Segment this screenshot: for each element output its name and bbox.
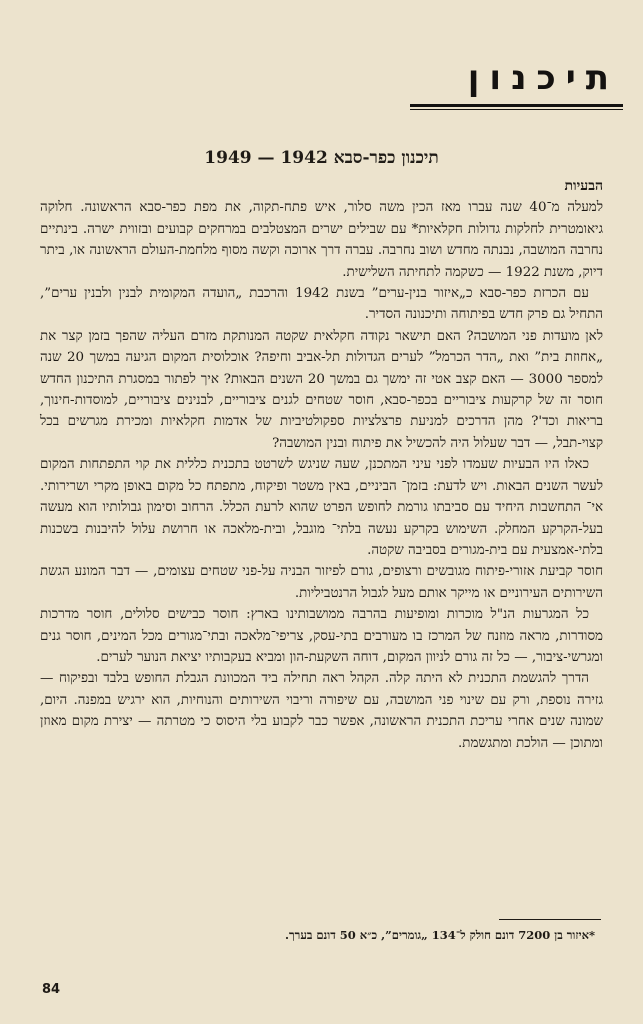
article-body: [40, 176, 603, 754]
paragraph-6: כל המגרעות הנ"ל מוכרות ומופיעות בהרבה ממושבותינו בארץ: חוסר כבישים סלולים, חוסר מדרכות מסודרות, מראה מוזנח של המרכז בו מעורבים בתי-עסק, צריפי־מלאכה ובתי־מגורים מכל המינים, חוסר גנים ומגרשי-ציבור, — כל זה גורם לניוון המקום, דוחה השקעת-הון ומביא בעקבותיו יציאת הנוער לערים.: [40, 607, 603, 665]
header-rule-thin: [410, 109, 623, 110]
paragraph-4: כאלו היו הבעיות שעמדו לפני עיני המתכנן, שעה שניגש לשרטט בתכנית כללית את קוי התפתחות המקום לעשר השנים הבאות. ויש לדעת: בזמן־ הביניים, באין משטר ופיקוח, מתפתח כל מקום באופן מקרי ושרירותי. אי־ התחשבות היחיד עם סביבתו גורמת לחופש הפרט שהוא לרעת הכלל. הרחוב וסימון גבולותיו הוא מעשה בעל-הקרקע המחלק. השימוש בקרקע נעשה בלתי־ מוגבל, ובית-מלאכה או חרושת עלול להיבנות בשכנות בלתי-אמצעית עם בית-מגורים בסביבה שקטה.: [40, 457, 603, 558]
running-header: תיכנון: [467, 58, 619, 98]
paragraph-7: הדרך להגשמת התכנית לא היתה קלה. הקהל ראה תחילה ביד המכוונת הגבלת החופש בלבד ובפיקוח — גזירה נוספת, ורק עם שינוי פני המושבה, עם שיפורה וריבוי השירותים והנוחיות, הוא ירגיש במפנה. היום, שמונה שנים אחרי עריכת התכנית הראשונה, אפשר כבר לקבוע בלי היסוס כי מטרתה — יצירת מקום מאוזן ומתוכן — הולכת ומתגשמת.: [40, 671, 603, 751]
article-title: תיכנון כפר-סבא 1942 — 1949: [204, 148, 439, 168]
footnote: *איזור בן 7200 דונם חולק ל־134 „גומרים”, כ״א 50 דונם בערך.: [285, 928, 595, 942]
section-heading: הבעיות: [564, 178, 603, 194]
paragraph-3: לאן מועדות פני המושבה? האם תישאר נקודה חקלאית שקטה המנותקת מזרם העליה שהפך בזמן קצר את „אחוזת בית” ואת „הדר הכרמל” לערים הגדולות תל-אביב וחיפה? אוכלוסית המקום הגיעה במשך 20 שנה למספר 3000 — האם קצב אטי זה ימשך גם במשך 20 השנים הבאות? איך לפתור במסגרת התיכנון החדש חוסר זה של קרקעות ציבוריים בכפר-סבא, חוסר שטחים לגנים ציבוריים, לבנינים ציבוריים, למוסדות-חינוך, בריאות וכד'? מהן הדרכים למניעת פרצלציות ספקולטיביות של אדמות חקלאיות ומכירת מגרשים בכל קצוי-תבל, — דבר שעלול היה להכשיל את פיתוח ובנין המושבה?: [40, 328, 604, 451]
paragraph-1: למעלה מ־40 שנה עברו מאז הכין משה סלור, איש פתח-תקוה, את מפת כפר-סבא הראשונה. חלוקה גיאומטרית לחלקות גדולות חקלאיות* עם שבילים ישרים המצטלבים במרחקים קבועים ובזווית ישרה. בינתיים נחרבה המושבה, נבנתה מחדש ושוב נחרבה. עברה דרך ארוכה וקשה מסוף מלחמת-העולם הראשונה או, ביתר דיוק, משנת 1922 — כשקמה לתחיתה השלישית.: [40, 200, 603, 280]
paragraph-5: חוסר קביעת אזורי-פיתוח מגובשים ורצופים, גורם לפיזור הבניה על-פני שטחים עצומים, — דבר המונע הגשת השירותים העירוניים או מייקר אותם מעל לגבול הרנטביליות.: [40, 564, 603, 601]
paragraph-2: עם הכרזת כפר-סבא כ„איזור בנין-ערים” בשנת 1942 והרכבת „הועדה המקומית לבנין ולבנין ערים”, התחיל גם פרק חדש בפיתוחה ותיכנונה הסדיר.: [40, 286, 603, 323]
footnote-rule: [499, 919, 601, 920]
page-number: 84: [42, 982, 61, 997]
header-rule: [410, 104, 623, 107]
